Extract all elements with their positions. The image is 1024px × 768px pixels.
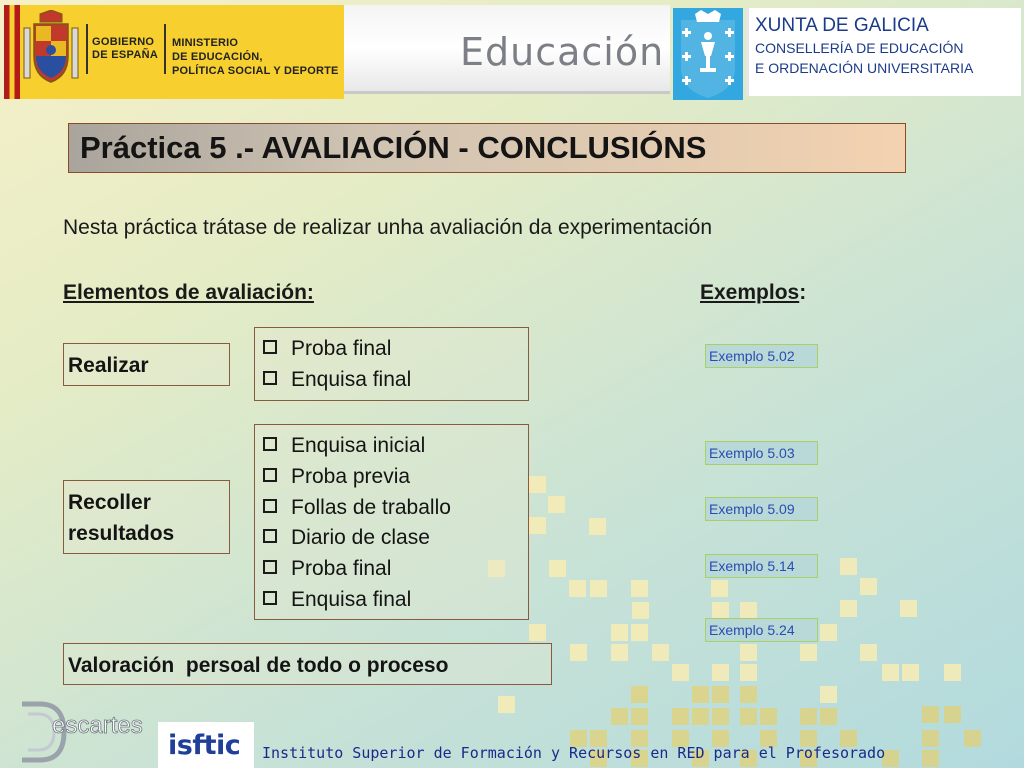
- isftic-text: isftic: [168, 730, 241, 761]
- checkbox-icon: [263, 591, 277, 605]
- government-name: [92, 36, 158, 62]
- example-link-5-02[interactable]: Exemplo 5.02: [705, 344, 818, 368]
- recoller-items-box: [254, 424, 529, 620]
- ministry-line-1: MINISTERIO: [172, 37, 239, 49]
- institute-name: Instituto Superior de Formación y Recursos en RED para el Profesorado: [262, 744, 886, 762]
- list-item-label: Enquisa final: [291, 367, 412, 391]
- list-item-label: Proba final: [291, 557, 392, 581]
- recoller-label-line-2: resultados: [68, 522, 175, 545]
- list-item: [263, 585, 528, 616]
- checkbox-icon: [263, 560, 277, 574]
- slide-title: Práctica 5 .- AVALIACIÓN - CONCLUSIÓNS: [80, 130, 707, 165]
- checkbox-icon: [263, 529, 277, 543]
- examples-heading: [700, 281, 806, 305]
- ministry-name: [172, 36, 342, 78]
- list-item: [263, 523, 528, 554]
- list-item: [263, 431, 528, 462]
- list-item: [263, 554, 528, 585]
- ministry-line-3: POLÍTICA SOCIAL Y DEPORTE: [172, 65, 339, 77]
- xunta-subtitle-2: E ORDENACIÓN UNIVERSITARIA: [755, 60, 974, 76]
- elements-heading: Elementos de avaliación:: [63, 281, 314, 304]
- list-item: [263, 462, 528, 493]
- realizar-label-box: [63, 343, 230, 386]
- list-item-label: Diario de clase: [291, 526, 430, 550]
- spain-coat-of-arms-icon: [22, 10, 80, 86]
- list-item: [263, 365, 528, 396]
- checkbox-icon: [263, 437, 277, 451]
- list-item: [263, 334, 528, 365]
- spain-flag-stripes: [4, 5, 20, 99]
- example-link-5-03[interactable]: Exemplo 5.03: [705, 441, 818, 465]
- divider: [86, 24, 88, 74]
- realizar-items-box: [254, 327, 529, 401]
- example-link-5-24[interactable]: Exemplo 5.24: [705, 618, 818, 642]
- checkbox-icon: [263, 340, 277, 354]
- realizar-label: Realizar: [68, 354, 149, 377]
- list-item: [263, 493, 528, 524]
- recoller-label-box: [63, 480, 230, 554]
- galicia-coat-of-arms-icon: [673, 8, 743, 100]
- recoller-label-line-1: Recoller: [68, 491, 151, 514]
- list-item-label: Proba previa: [291, 464, 411, 488]
- checkbox-icon: [263, 371, 277, 385]
- valuation-label: Valoración persoal de todo o proceso: [68, 654, 449, 677]
- examples-heading-label: Exemplos: [700, 281, 800, 304]
- descartes-logo: [18, 700, 150, 764]
- divider: [164, 24, 166, 74]
- example-link-5-14[interactable]: Exemplo 5.14: [705, 554, 818, 578]
- descartes-text: escartes: [52, 712, 143, 739]
- examples-heading-colon: :: [799, 281, 807, 304]
- list-item-label: Proba final: [291, 337, 392, 360]
- government-line-1: GOBIERNO: [92, 36, 155, 48]
- list-item-label: Enquisa inicial: [291, 434, 426, 457]
- valuation-box: [63, 643, 552, 685]
- checkbox-icon: [263, 468, 277, 482]
- list-item-label: Enquisa final: [291, 587, 412, 611]
- ministry-line-2: DE EDUCACIÓN,: [172, 51, 263, 63]
- government-line-2: DE ESPAÑA: [92, 49, 159, 61]
- list-item-label: Follas de traballo: [291, 495, 451, 519]
- checkbox-icon: [263, 499, 277, 513]
- program-title: Educación: [460, 30, 665, 74]
- example-link-5-09[interactable]: Exemplo 5.09: [705, 497, 818, 521]
- xunta-subtitle-1: CONSELLERÍA DE EDUCACIÓN: [755, 40, 964, 56]
- xunta-title: XUNTA DE GALICIA: [755, 15, 929, 36]
- intro-text: Nesta práctica trátase de realizar unha avaliación da experimentación: [63, 216, 713, 239]
